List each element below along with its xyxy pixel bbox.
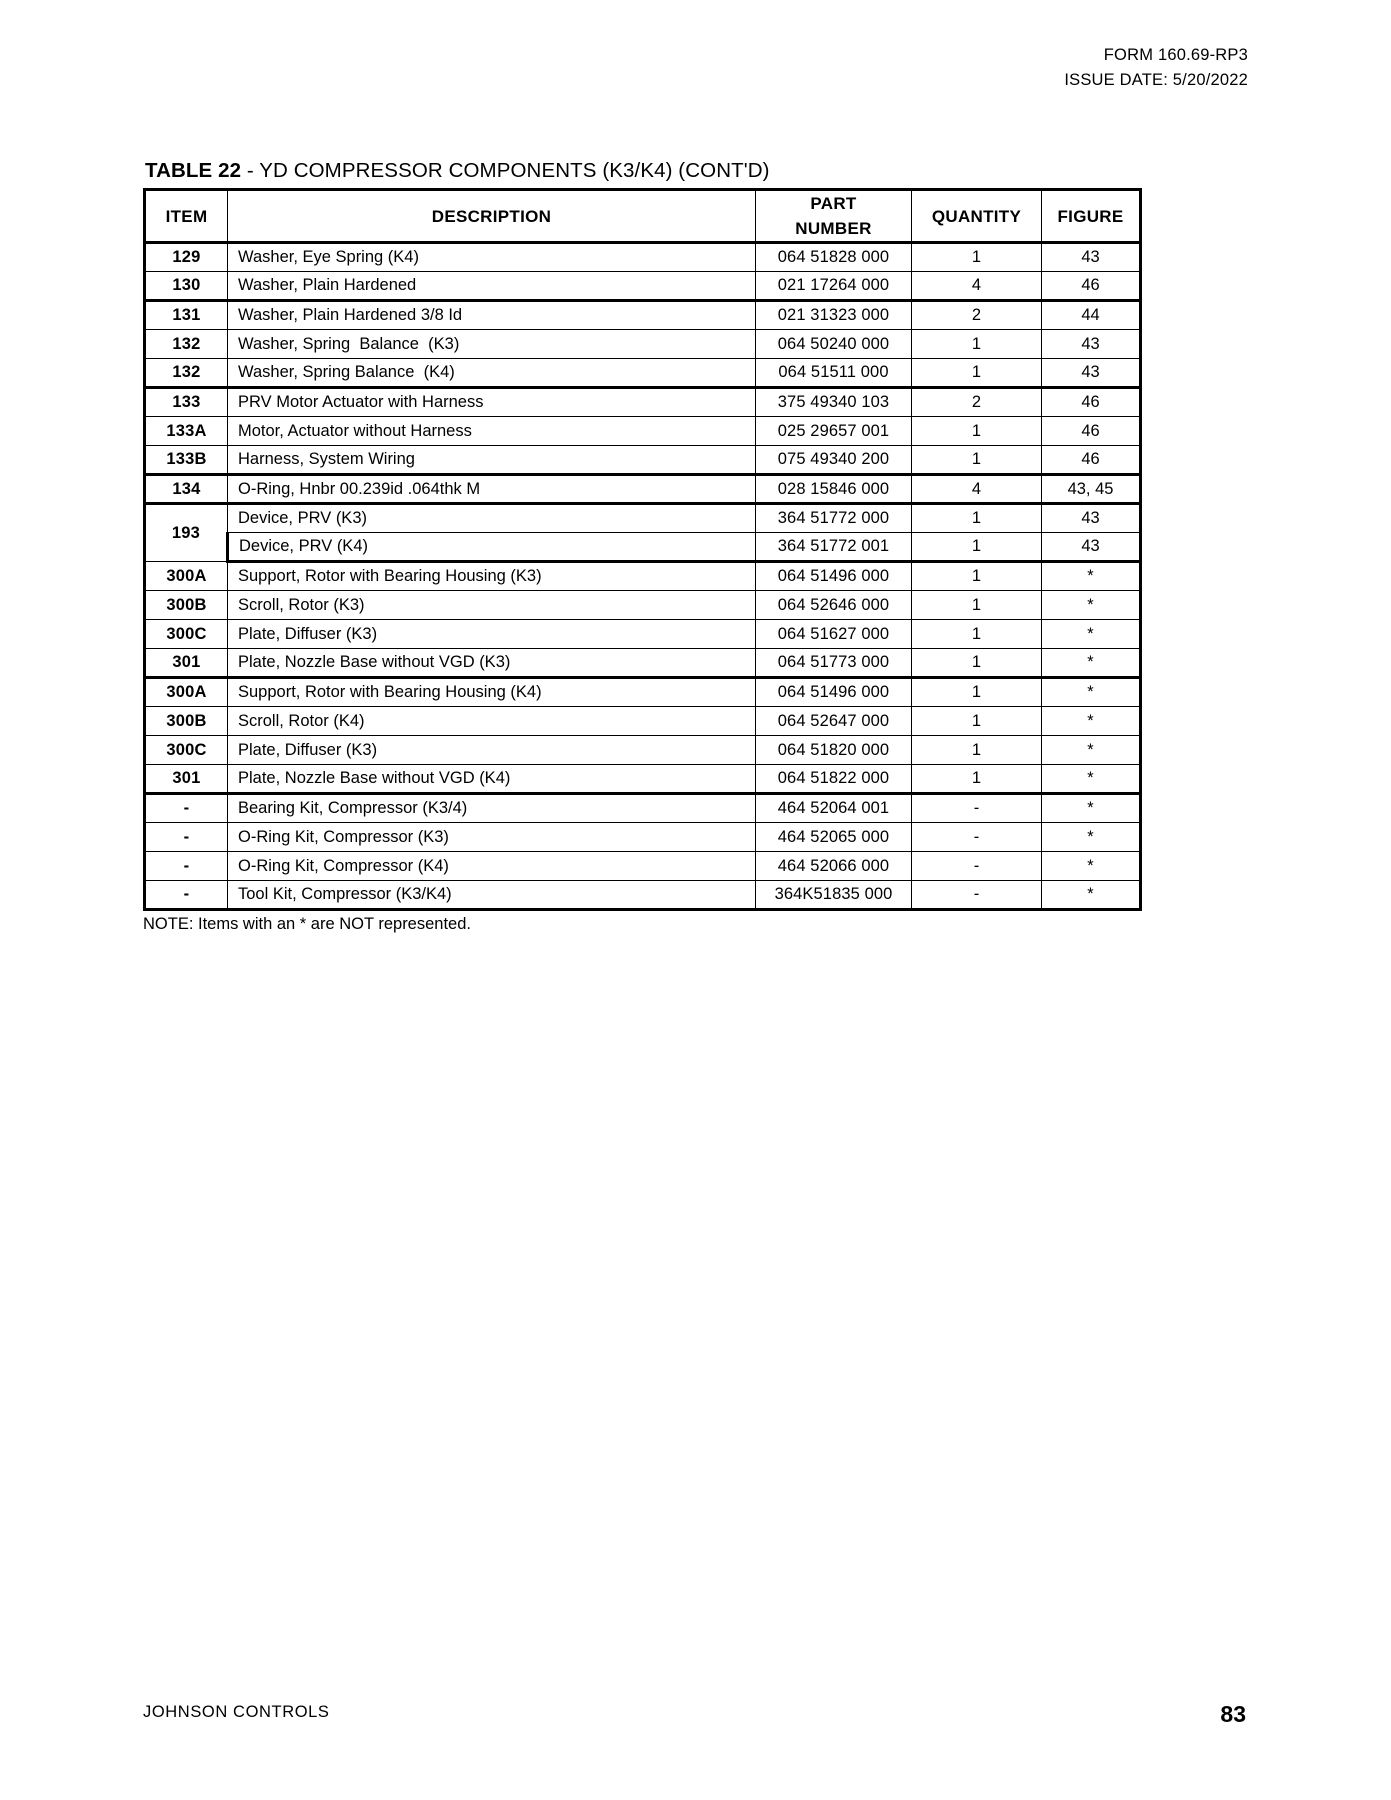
cell-part-number: 064 51773 000	[756, 649, 912, 678]
cell-description: Washer, Plain Hardened	[228, 272, 756, 301]
table-row	[145, 562, 1141, 591]
cell-quantity: 1	[912, 562, 1042, 591]
cell-figure: 43	[1042, 359, 1141, 388]
cell-description: Plate, Nozzle Base without VGD (K3)	[228, 649, 756, 678]
cell-quantity: 1	[912, 533, 1042, 562]
cell-quantity: 1	[912, 243, 1042, 272]
cell-item: 300C	[145, 736, 228, 765]
cell-item: 134	[145, 475, 228, 504]
cell-figure: 46	[1042, 417, 1141, 446]
column-header-part-number	[756, 190, 912, 243]
cell-item: 130	[145, 272, 228, 301]
cell-part-number: 025 29657 001	[756, 417, 912, 446]
cell-part-number: 064 52646 000	[756, 591, 912, 620]
cell-quantity: 1	[912, 620, 1042, 649]
cell-quantity: 2	[912, 388, 1042, 417]
table-row	[145, 620, 1141, 649]
table-row	[145, 765, 1141, 794]
cell-item: -	[145, 881, 228, 910]
cell-figure: *	[1042, 707, 1141, 736]
cell-part-number: 375 49340 103	[756, 388, 912, 417]
column-header-part-number-line2: NUMBER	[795, 219, 872, 238]
cell-description: O-Ring Kit, Compressor (K3)	[228, 823, 756, 852]
cell-figure: 44	[1042, 301, 1141, 330]
table-row	[145, 591, 1141, 620]
cell-part-number: 064 51496 000	[756, 562, 912, 591]
cell-part-number: 464 52066 000	[756, 852, 912, 881]
table-row	[145, 504, 1141, 533]
footer-company: JOHNSON CONTROLS	[143, 1703, 330, 1721]
cell-item: 132	[145, 330, 228, 359]
cell-quantity: 4	[912, 475, 1042, 504]
cell-figure: *	[1042, 620, 1141, 649]
cell-quantity: 1	[912, 446, 1042, 475]
cell-description: Plate, Diffuser (K3)	[228, 736, 756, 765]
cell-item: 301	[145, 649, 228, 678]
cell-figure: 43, 45	[1042, 475, 1141, 504]
table-row	[145, 678, 1141, 707]
cell-part-number: 364 51772 001	[756, 533, 912, 562]
cell-figure: *	[1042, 852, 1141, 881]
cell-quantity: 1	[912, 678, 1042, 707]
cell-figure: *	[1042, 562, 1141, 591]
cell-description: Scroll, Rotor (K3)	[228, 591, 756, 620]
table-row	[145, 446, 1141, 475]
cell-item: 133B	[145, 446, 228, 475]
cell-item: 300B	[145, 591, 228, 620]
cell-figure: 43	[1042, 330, 1141, 359]
cell-description: Washer, Spring Balance (K4)	[228, 359, 756, 388]
table-note: NOTE: Items with an * are NOT represented.	[143, 915, 471, 933]
cell-item: 129	[145, 243, 228, 272]
cell-figure: *	[1042, 765, 1141, 794]
cell-part-number: 064 51822 000	[756, 765, 912, 794]
table-row	[145, 359, 1141, 388]
table-row	[145, 881, 1141, 910]
cell-part-number: 075 49340 200	[756, 446, 912, 475]
cell-quantity: 1	[912, 765, 1042, 794]
cell-quantity: 1	[912, 359, 1042, 388]
cell-part-number: 021 17264 000	[756, 272, 912, 301]
cell-part-number: 064 50240 000	[756, 330, 912, 359]
table-row	[145, 417, 1141, 446]
cell-figure: 46	[1042, 388, 1141, 417]
cell-figure: *	[1042, 591, 1141, 620]
cell-figure: *	[1042, 678, 1141, 707]
cell-description: Support, Rotor with Bearing Housing (K3)	[228, 562, 756, 591]
column-header-item: ITEM	[145, 190, 228, 243]
cell-part-number: 364 51772 000	[756, 504, 912, 533]
cell-description: PRV Motor Actuator with Harness	[228, 388, 756, 417]
cell-figure: *	[1042, 881, 1141, 910]
cell-description: Motor, Actuator without Harness	[228, 417, 756, 446]
cell-description: O-Ring Kit, Compressor (K4)	[228, 852, 756, 881]
parts-table-header-row	[145, 190, 1141, 243]
cell-quantity: -	[912, 794, 1042, 823]
cell-description: O-Ring, Hnbr 00.239id .064thk M	[228, 475, 756, 504]
cell-description: Support, Rotor with Bearing Housing (K4)	[228, 678, 756, 707]
table-title-rest: - YD COMPRESSOR COMPONENTS (K3/K4) (CONT'D)	[241, 159, 770, 182]
cell-item: -	[145, 794, 228, 823]
column-header-part-number-line1: PART	[810, 194, 857, 213]
cell-item: 132	[145, 359, 228, 388]
cell-part-number: 464 52065 000	[756, 823, 912, 852]
cell-part-number: 064 51496 000	[756, 678, 912, 707]
cell-description: Bearing Kit, Compressor (K3/4)	[228, 794, 756, 823]
cell-description: Device, PRV (K4)	[228, 533, 756, 562]
table-row	[145, 388, 1141, 417]
cell-part-number: 064 51820 000	[756, 736, 912, 765]
cell-figure: 43	[1042, 504, 1141, 533]
cell-part-number: 064 51828 000	[756, 243, 912, 272]
cell-item: 193	[145, 504, 228, 562]
table-row	[145, 823, 1141, 852]
document-header	[1064, 43, 1248, 93]
table-row	[145, 533, 1141, 562]
cell-quantity: -	[912, 881, 1042, 910]
cell-quantity: 2	[912, 301, 1042, 330]
cell-quantity: 1	[912, 591, 1042, 620]
cell-description: Scroll, Rotor (K4)	[228, 707, 756, 736]
column-header-quantity: QUANTITY	[912, 190, 1042, 243]
cell-figure: 43	[1042, 243, 1141, 272]
table-row	[145, 330, 1141, 359]
cell-item: 300A	[145, 562, 228, 591]
table-row	[145, 243, 1141, 272]
table-title-label: TABLE 22	[145, 159, 242, 182]
parts-table-head	[145, 190, 1141, 243]
table-row	[145, 794, 1141, 823]
parts-table-body	[145, 243, 1141, 910]
form-number: FORM 160.69-RP3	[1103, 46, 1248, 64]
cell-figure: *	[1042, 794, 1141, 823]
cell-quantity: 1	[912, 736, 1042, 765]
cell-quantity: -	[912, 852, 1042, 881]
cell-part-number: 364K51835 000	[756, 881, 912, 910]
cell-description: Harness, System Wiring	[228, 446, 756, 475]
cell-figure: *	[1042, 649, 1141, 678]
cell-part-number: 064 51627 000	[756, 620, 912, 649]
cell-figure: *	[1042, 823, 1141, 852]
cell-item: 131	[145, 301, 228, 330]
cell-item: 301	[145, 765, 228, 794]
table-row	[145, 852, 1141, 881]
parts-table	[143, 188, 1142, 911]
table-row	[145, 707, 1141, 736]
cell-quantity: 1	[912, 330, 1042, 359]
cell-figure: 46	[1042, 272, 1141, 301]
table-row	[145, 649, 1141, 678]
cell-item: 300A	[145, 678, 228, 707]
footer-page-number: 83	[1220, 1701, 1246, 1727]
cell-description: Washer, Spring Balance (K3)	[228, 330, 756, 359]
table-row	[145, 736, 1141, 765]
column-header-description: DESCRIPTION	[228, 190, 756, 243]
cell-figure: *	[1042, 736, 1141, 765]
cell-part-number: 064 52647 000	[756, 707, 912, 736]
cell-quantity: 4	[912, 272, 1042, 301]
cell-part-number: 064 51511 000	[756, 359, 912, 388]
cell-description: Washer, Eye Spring (K4)	[228, 243, 756, 272]
cell-description: Tool Kit, Compressor (K3/K4)	[228, 881, 756, 910]
issue-date: ISSUE DATE: 5/20/2022	[1064, 71, 1248, 89]
table-title	[145, 159, 770, 183]
column-header-figure: FIGURE	[1042, 190, 1141, 243]
cell-item: -	[145, 823, 228, 852]
cell-quantity: 1	[912, 504, 1042, 533]
table-row	[145, 272, 1141, 301]
table-row	[145, 475, 1141, 504]
cell-item: -	[145, 852, 228, 881]
cell-description: Plate, Diffuser (K3)	[228, 620, 756, 649]
cell-part-number: 021 31323 000	[756, 301, 912, 330]
cell-quantity: 1	[912, 417, 1042, 446]
cell-description: Plate, Nozzle Base without VGD (K4)	[228, 765, 756, 794]
table-row	[145, 301, 1141, 330]
cell-part-number: 028 15846 000	[756, 475, 912, 504]
cell-quantity: 1	[912, 649, 1042, 678]
cell-quantity: 1	[912, 707, 1042, 736]
cell-item: 300C	[145, 620, 228, 649]
cell-description: Device, PRV (K3)	[228, 504, 756, 533]
cell-description: Washer, Plain Hardened 3/8 Id	[228, 301, 756, 330]
parts-table-container	[143, 188, 1139, 911]
cell-figure: 46	[1042, 446, 1141, 475]
cell-item: 133A	[145, 417, 228, 446]
cell-quantity: -	[912, 823, 1042, 852]
cell-item: 133	[145, 388, 228, 417]
cell-figure: 43	[1042, 533, 1141, 562]
cell-part-number: 464 52064 001	[756, 794, 912, 823]
cell-item: 300B	[145, 707, 228, 736]
